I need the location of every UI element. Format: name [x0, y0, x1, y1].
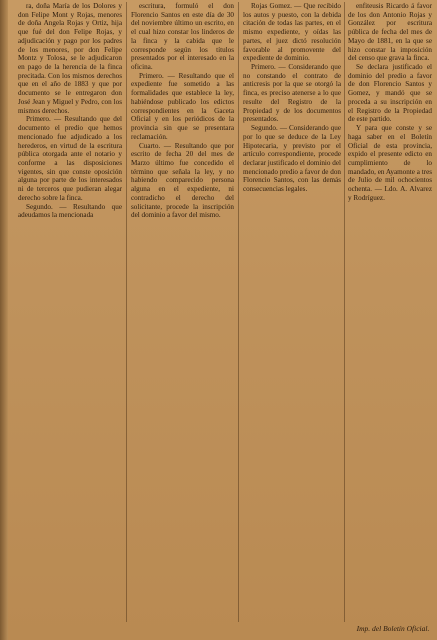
paragraph: Se declara justificado el dominio del predio a favor de don Florencio Santos y Gomez, y mandó que se proceda a su inscripción en el Registro de la Propiedad de este partido. — [348, 63, 432, 124]
column-divider — [344, 2, 345, 622]
paragraph: Primero. — Resultando que el expediente fue sometido a las formalidades que establece la ley, habiéndose publicado los edictos correspondientes en la Gaceta Oficial y en los periódicos de la provincia sin que se presentara reclamación. — [131, 71, 234, 141]
paragraph: Y para que conste y se haga saber en el Boletín Oficial de esta provincia, expido el presente edicto en cumplimiento de lo mandado, en Ayamonte a tres de Julio de mil ochocientos ochenta. — Ldo. A. Alvarez y Rodríguez. — [348, 124, 432, 202]
printer-imprint: Imp. del Boletín Oficial. — [356, 624, 430, 633]
text-column-3 — [243, 2, 341, 626]
paragraph: Segundo. — Resultando que adeudamos la mencionada — [18, 202, 122, 220]
paragraph: Primero. — Considerando que no constando el contrato de anticresis por la que se otorgó la finca, es preciso atenerse a lo que resulte del Registro de la Propiedad y de los documentos presentados. — [243, 63, 341, 124]
paragraph: Primero. — Resultando que del documento el predio que hemos mencionado fue adjudicado a los herederos, en virtud de la escritura pública otorgada ante el notario y conforme a las disposiciones vigentes, sin que conste oposición alguna por parte de los interesados ni de terceros que pudieran alegar derecho sobre la finca. — [18, 115, 122, 202]
text-column-4 — [348, 2, 432, 626]
page-spine-shadow — [0, 0, 8, 640]
column-divider — [238, 2, 239, 622]
paragraph: escritura, formuló el don Florencio Santos en este día de 30 del noviembre último un escrito, en el cual hizo constar los linderos de la finca y la cabida que le corresponde según los títulos presentados por el interesado en la oficina. — [131, 2, 234, 72]
paragraph: enfiteusis Ricardo á favor de los don Antonio Rojas y González por escritura pública de fecha del mes de Mayo de 1881, en la que se hizo constar la imposición del censo que grava la finca. — [348, 2, 432, 63]
text-column-2 — [131, 2, 234, 626]
column-divider — [126, 2, 127, 622]
paragraph: ra, doña María de los Dolores y don Felipe Mont y Rojas, menores de doña Angela Rojas y Ortiz, hija que fué del don Felipe Rojas, y adjudicación y pago por los padres de los menores, por don Felipe Montz y Tolosa, se le adjudicaron en pago de la herencia de la finca precitada. Con los mismos derechos que en el año de 1883 y que por documento se le entregaron don José Jean y Miguel y Pedro, con los mismos derechos. — [18, 2, 122, 115]
paragraph: Segundo. — Considerando que por lo que se deduce de la Ley Hipotecaria, y previsto por el artículo correspondiente, procede declarar justificado el dominio del mencionado predio a favor de don Florencio Santos, con las demás consecuencias legales. — [243, 124, 341, 194]
paragraph: Rojas Gomez. — Que recibido los autos y puesto, con la debida citación de todas las partes, en el mismo expediente, y oídas las partes, el juez dictó resolución favorable al promovente del expediente de dominio. — [243, 2, 341, 63]
paragraph: Cuarto. — Resultando que por escrito de fecha 20 del mes de Marzo último fue concedido el término que señala la ley, y no habiendo comparecido persona alguna en el expediente, ni contradicho el derecho del solicitante, procede la inscripción del dominio a favor del mismo. — [131, 141, 234, 220]
text-column-1 — [18, 2, 122, 626]
